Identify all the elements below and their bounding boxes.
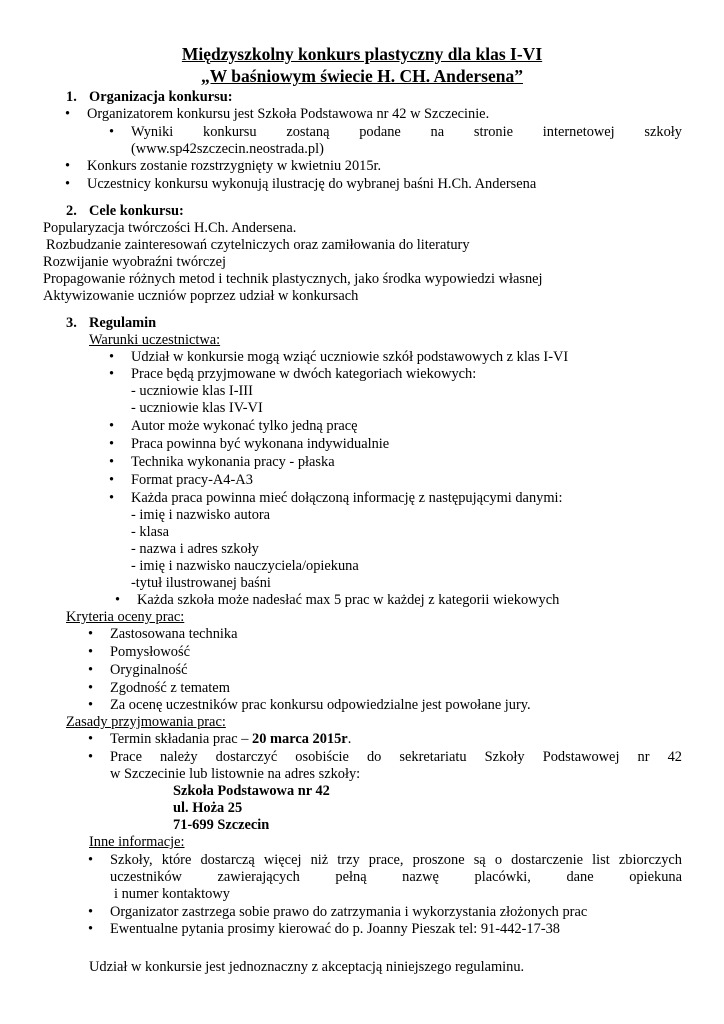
deadline-date: 20 marca 2015r <box>252 731 348 747</box>
section-1-item-1: • Organizatorem konkursu jest Szkoła Podstawowa nr 42 w Szczecinie. <box>87 106 489 123</box>
submission-item-1 <box>110 731 351 748</box>
other-info-item-1-line-2: uczestników zawierających pełną nazwę placówki, dane opiekuna <box>110 869 682 885</box>
section-1-number: 1. <box>66 89 77 105</box>
goal-2: Rozbudzanie zainteresowań czytelniczych oraz zamiłowania do literatury <box>46 237 470 253</box>
submission-item-2-line-2: w Szczecinie lub listownie na adres szkoły: <box>110 766 361 782</box>
other-info-item-1-line-3: i numer kontaktowy <box>114 886 230 902</box>
goal-4: Propagowanie różnych metod i technik plastycznych, jako środka wypowiedzi własnej <box>43 271 543 287</box>
participation-item-6: • Format pracy-A4-A3 <box>131 472 253 489</box>
address-school: Szkoła Podstawowa nr 42 <box>173 783 330 799</box>
title-line-2: „W baśniowym świecie H. CH. Andersena” <box>201 66 523 86</box>
goal-3: Rozwijanie wyobraźni twórczej <box>43 254 227 270</box>
goal-1: Popularyzacja twórczości H.Ch. Andersena. <box>43 220 297 236</box>
section-3-heading: Regulamin <box>89 315 157 331</box>
section-3-number: 3. <box>66 315 77 331</box>
criteria-item-1: • Zastosowana technika <box>110 626 237 643</box>
section-1-item-3: • Uczestnicy konkursu wykonują ilustrację do wybranej baśni H.Ch. Andersena <box>87 176 536 193</box>
address-street: ul. Hoża 25 <box>173 800 243 816</box>
deadline-prefix: Termin składania prac – <box>110 731 253 747</box>
criteria-heading: Kryteria oceny prac: <box>66 609 185 625</box>
deadline-suffix: . <box>347 731 352 747</box>
section-2-number: 2. <box>66 203 77 219</box>
criteria-item-5: • Za ocenę uczestników prac konkursu odpowiedzialne jest powołane jury. <box>110 697 531 714</box>
section-1-subitem-line-2: (www.sp42szczecin.neostrada.pl) <box>131 141 324 157</box>
submission-item-2-line-1: • Prace należy dostarczyć osobiście do sekretariatu Szkoły Podstawowej nr 42 <box>110 749 682 766</box>
section-1-heading: Organizacja konkursu: <box>89 89 233 105</box>
info-field-2: - klasa <box>131 524 169 540</box>
info-field-4: - imię i nazwisko nauczyciela/opiekuna <box>131 558 359 574</box>
info-field-5: -tytuł ilustrowanej baśni <box>131 575 271 591</box>
criteria-item-4: • Zgodność z tematem <box>110 680 230 697</box>
participation-item-3: • Autor może wykonać tylko jedną pracę <box>131 418 358 435</box>
criteria-item-3: • Oryginalność <box>110 662 188 679</box>
criteria-item-2: • Pomysłowość <box>110 644 190 661</box>
participation-item-5: • Technika wykonania pracy - płaska <box>131 454 335 471</box>
section-1-item-2: • Konkurs zostanie rozstrzygnięty w kwietniu 2015r. <box>87 158 381 175</box>
submission-heading: Zasady przyjmowania prac: <box>66 714 226 730</box>
category-2: - uczniowie klas IV-VI <box>131 400 263 416</box>
other-info-heading: Inne informacje: <box>89 834 185 850</box>
info-field-1: - imię i nazwisko autora <box>131 507 271 523</box>
other-info-item-1-line-1: • Szkoły, które dostarczą więcej niż trzy prace, proszone są o dostarczenie list zbiorczych <box>110 852 682 869</box>
participation-heading: Warunki uczestnictwa: <box>89 332 221 348</box>
footer-note: Udział w konkursie jest jednoznaczny z akceptacją niniejszego regulaminu. <box>89 959 525 975</box>
section-1-subitem-line-1: • Wyniki konkursu zostaną podane na stronie internetowej szkoły <box>131 124 682 141</box>
participation-item-8: • Każda szkoła może nadesłać max 5 prac w każdej z kategorii wiekowych <box>137 592 559 609</box>
participation-item-4: • Praca powinna być wykonana indywidualnie <box>131 436 389 453</box>
address-city: 71-699 Szczecin <box>173 817 270 833</box>
participation-item-1: • Udział w konkursie mogą wziąć uczniowie szkół podstawowych z klas I-VI <box>131 349 568 366</box>
goal-5: Aktywizowanie uczniów poprzez udział w konkursach <box>43 288 359 304</box>
info-field-3: - nazwa i adres szkoły <box>131 541 259 557</box>
participation-item-7: • Każda praca powinna mieć dołączoną informację z następującymi danymi: <box>131 490 563 507</box>
title-line-1: Międzyszkolny konkurs plastyczny dla klas I-VI <box>181 44 543 64</box>
section-2-heading: Cele konkursu: <box>89 203 184 219</box>
participation-item-2: • Prace będą przyjmowane w dwóch kategoriach wiekowych: <box>131 366 476 383</box>
other-info-item-2: • Organizator zastrzega sobie prawo do zatrzymania i wykorzystania złożonych prac <box>110 904 587 921</box>
other-info-item-3: • Ewentualne pytania prosimy kierować do p. Joanny Pieszak tel: 91-442-17-38 <box>110 921 560 938</box>
category-1: - uczniowie klas I-III <box>131 383 253 399</box>
